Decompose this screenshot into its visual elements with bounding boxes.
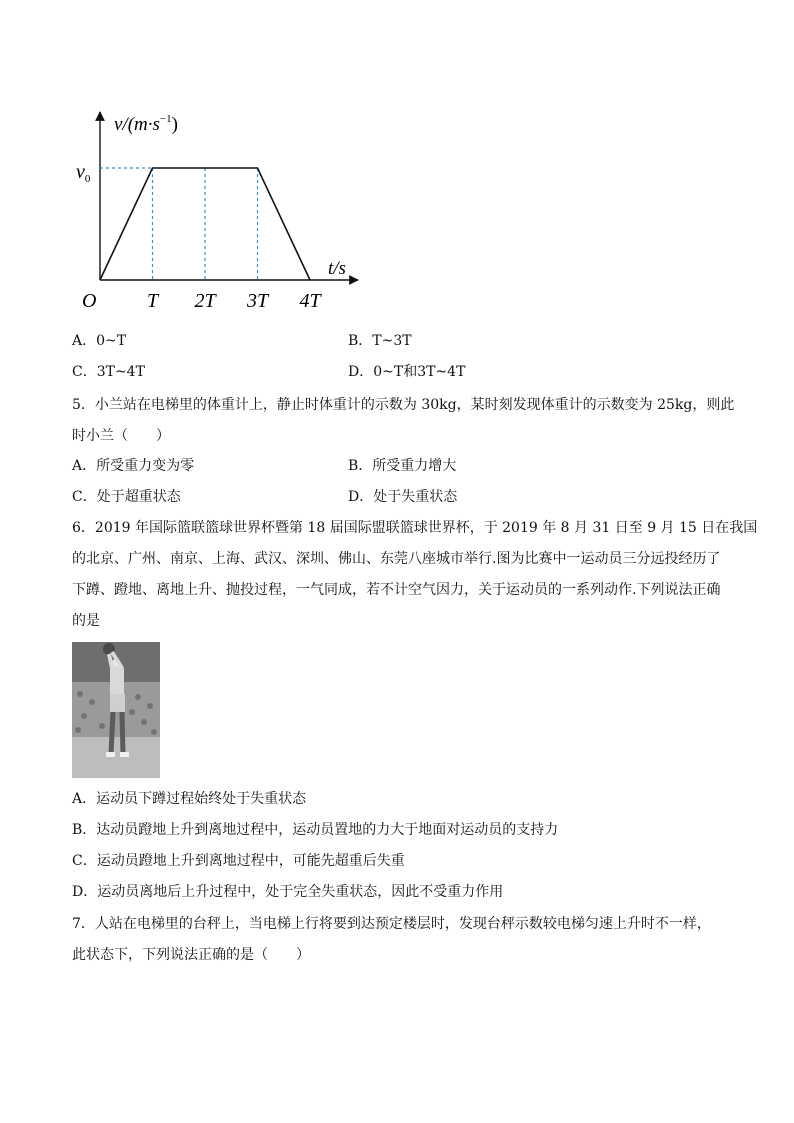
q4-option-d[interactable]: D．0~T和3T~4T bbox=[348, 364, 466, 380]
graph-svg bbox=[70, 100, 370, 320]
tick-label: 4T bbox=[299, 290, 321, 312]
tick-label: T bbox=[146, 290, 159, 312]
q6-stem-line1: 6．2019 年国际篮联篮球世界杯暨第 18 届国际盟联篮球世界杯，于 2019 年 8 月 31 日至 9 月 15 日在我国 bbox=[72, 520, 758, 536]
origin-label: O bbox=[82, 290, 97, 312]
q5-option-b[interactable]: B．所受重力增大 bbox=[348, 458, 457, 474]
v0-label: $v_0$ bbox=[76, 161, 91, 185]
q6-option-a[interactable]: A．运动员下蹲过程始终处于失重状态 bbox=[72, 791, 307, 807]
tick-label: 3T bbox=[246, 290, 269, 312]
tick-label: 2T bbox=[194, 290, 216, 312]
y-axis-label: $v/(m\cdot s^{-1})$ bbox=[114, 113, 178, 135]
dashed-guides bbox=[100, 168, 258, 280]
q4-option-b[interactable]: B．T~3T bbox=[348, 333, 412, 349]
x-axis-label: t/s bbox=[328, 258, 346, 279]
q4-option-a[interactable]: A．0~T bbox=[72, 333, 127, 349]
q5-stem-line2: 时小兰（ ） bbox=[72, 428, 170, 444]
q5-option-a[interactable]: A．所受重力变为零 bbox=[72, 458, 195, 474]
velocity-time-graph bbox=[70, 100, 370, 320]
q6-stem-line3: 下蹲、蹬地、离地上升、抛投过程，一气同成，若不计空气因力，关于运动员的一系列动作.下列说法正确 bbox=[72, 582, 721, 598]
q6-stem-line4: 的是 bbox=[72, 613, 100, 629]
q7-stem-line1: 7．人站在电梯里的台秤上，当电梯上行将要到达预定楼层时，发现台秤示数较电梯匀速上升时不一样， bbox=[72, 916, 711, 932]
q5-option-c[interactable]: C．处于超重状态 bbox=[72, 489, 181, 505]
basketball-player-photo bbox=[72, 642, 160, 778]
q6-stem-line2: 的北京、广州、南京、上海、武汉、深圳、佛山、东莞八座城市举行.图为比赛中一运动员三分远投经历了 bbox=[72, 551, 721, 567]
q5-stem-line1: 5．小兰站在电梯里的体重计上，静止时体重计的示数为 30kg，某时刻发现体重计的示数变为 25kg，则此 bbox=[72, 397, 735, 413]
photo-svg bbox=[72, 642, 160, 778]
q4-option-c[interactable]: C．3T~4T bbox=[72, 364, 145, 380]
tick-labels bbox=[147, 290, 323, 312]
q5-option-d[interactable]: D．处于失重状态 bbox=[348, 489, 458, 505]
q6-option-d[interactable]: D．运动员离地后上升过程中，处于完全失重状态，因此不受重力作用 bbox=[72, 884, 504, 900]
q6-option-b[interactable]: B．达动员蹬地上升到离地过程中，运动员置地的力大于地面对运动员的支持力 bbox=[72, 822, 559, 838]
q6-option-c[interactable]: C．运动员蹬地上升到离地过程中，可能先超重后失重 bbox=[72, 853, 405, 869]
q7-stem-line2: 此状态下，下列说法正确的是（ ） bbox=[72, 947, 310, 963]
